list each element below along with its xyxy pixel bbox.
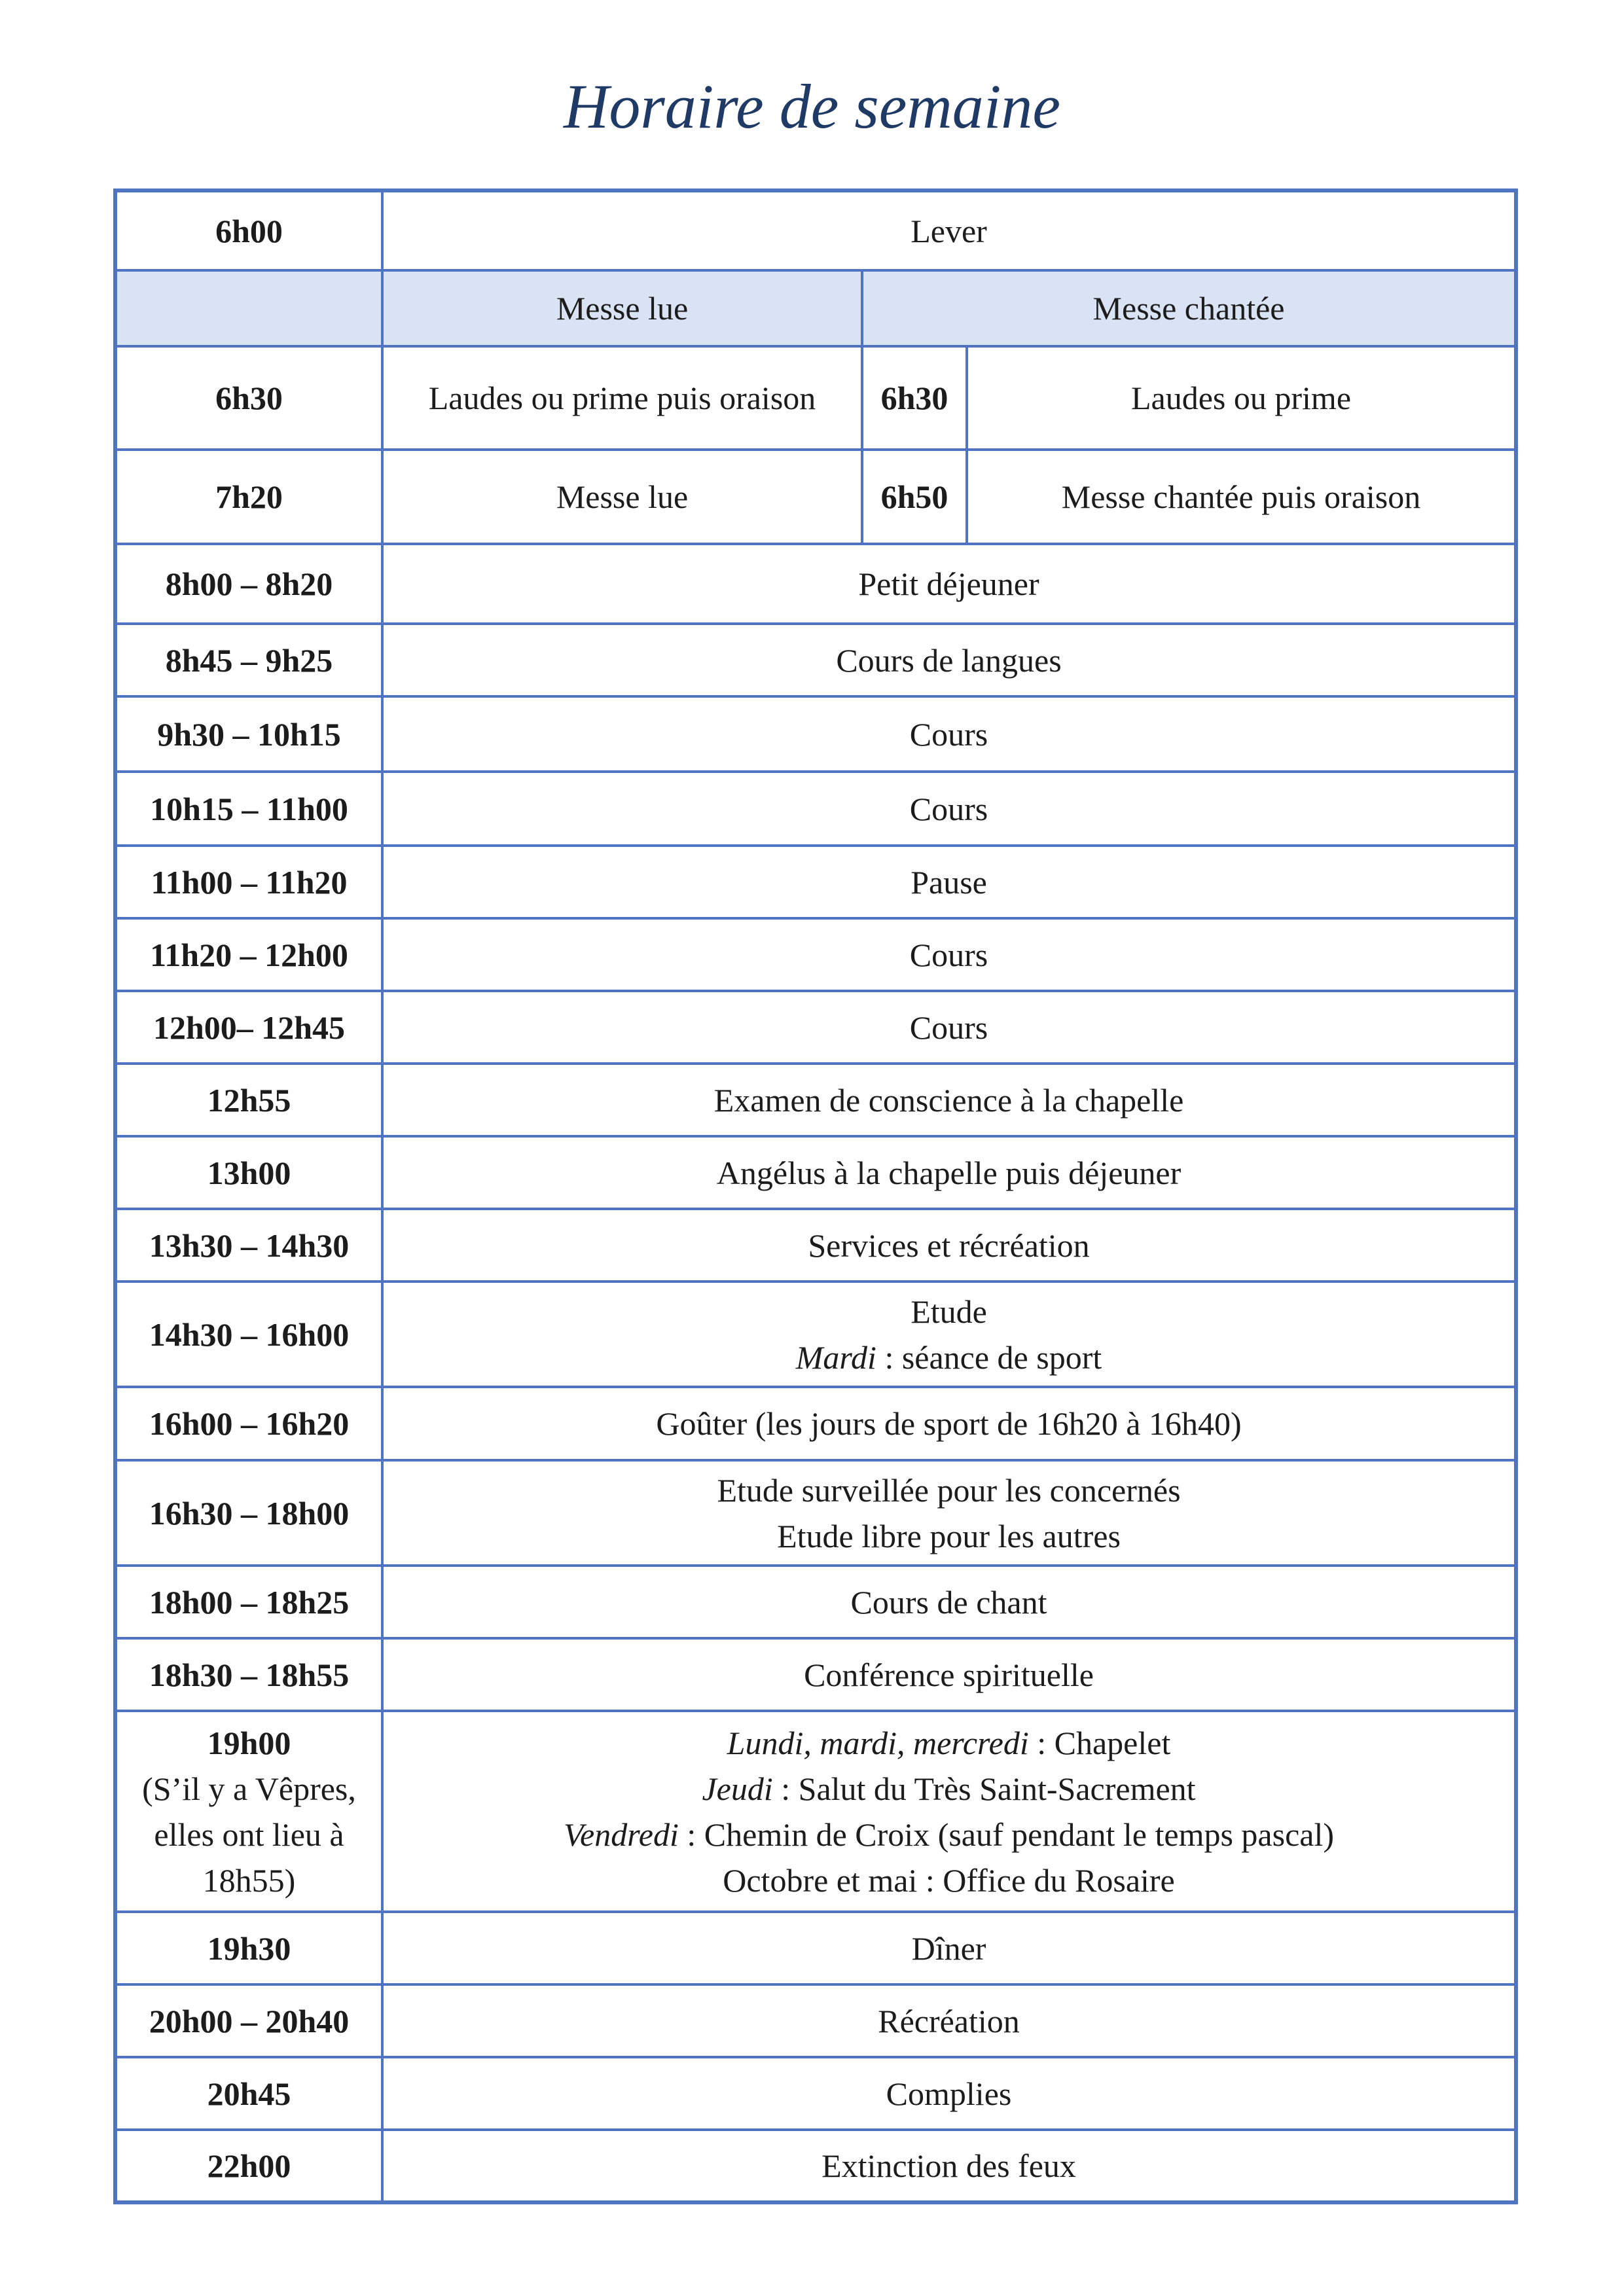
time-cell: 6h00 [115, 190, 382, 270]
activity-cell [382, 1282, 1516, 1387]
table-row [115, 696, 1516, 772]
activity-cell: Goûter (les jours de sport de 16h20 à 16h40) [382, 1387, 1516, 1460]
table-row [115, 1711, 1516, 1912]
evening-line [395, 1720, 1502, 1766]
table-row [115, 1136, 1516, 1209]
evening-text: : Chemin de Croix (sauf pendant le temps pascal) [678, 1816, 1335, 1853]
time-cell: 11h20 – 12h00 [115, 918, 382, 991]
table-row [115, 2130, 1516, 2202]
evening-day: Vendredi [564, 1816, 679, 1853]
time-cell: 16h00 – 16h20 [115, 1387, 382, 1460]
time-cell: 12h55 [115, 1064, 382, 1136]
table-row [115, 544, 1516, 624]
table-row [115, 846, 1516, 918]
evening-time-note: (S’il y a Vêpres, [142, 1770, 356, 1807]
time-cell: 20h45 [115, 2057, 382, 2130]
activity-cell: Dîner [382, 1912, 1516, 1984]
table-row [115, 450, 1516, 544]
activity-cell: Extinction des feux [382, 2130, 1516, 2202]
table-row [115, 1566, 1516, 1638]
evening-text: : Salut du Très Saint-Sacrement [772, 1770, 1196, 1807]
mass-header-row [115, 270, 1516, 346]
activity-cell: Cours [382, 696, 1516, 772]
activity-cell: Pause [382, 846, 1516, 918]
note-day: Mardi [795, 1338, 876, 1376]
evening-day: Lundi, mardi, mercredi [727, 1724, 1029, 1761]
table-row [115, 346, 1516, 450]
time-cell: 11h00 – 11h20 [115, 846, 382, 918]
activity-cell: Lever [382, 190, 1516, 270]
time-cell: 7h20 [115, 450, 382, 544]
messe-chantee-time: 6h30 [862, 346, 967, 450]
time-cell: 8h00 – 8h20 [115, 544, 382, 624]
activity-cell: Récréation [382, 1984, 1516, 2057]
activity-cell: Cours de chant [382, 1566, 1516, 1638]
time-cell: 14h30 – 16h00 [115, 1282, 382, 1387]
evening-line: Octobre et mai : Office du Rosaire [723, 1861, 1175, 1899]
time-cell: 12h00– 12h45 [115, 991, 382, 1064]
messe-chantee-time: 6h50 [862, 450, 967, 544]
activity-cell: Cours [382, 918, 1516, 991]
table-row [115, 1387, 1516, 1460]
messe-lue-activity: Laudes ou prime puis oraison [382, 346, 862, 450]
evening-line [395, 1812, 1502, 1857]
table-row [115, 772, 1516, 846]
messe-lue-header: Messe lue [382, 270, 862, 346]
evening-text: : Chapelet [1028, 1724, 1171, 1761]
activity-cell: Petit déjeuner [382, 544, 1516, 624]
evening-time: 19h00 [207, 1724, 291, 1761]
messe-lue-activity: Messe lue [382, 450, 862, 544]
time-cell: 6h30 [115, 346, 382, 450]
activity-cell: Cours [382, 772, 1516, 846]
time-cell: 9h30 – 10h15 [115, 696, 382, 772]
empty-header-cell [115, 270, 382, 346]
activity-cell: Cours [382, 991, 1516, 1064]
table-row [115, 1984, 1516, 2057]
time-cell: 18h30 – 18h55 [115, 1638, 382, 1711]
table-row [115, 1460, 1516, 1566]
activity-cell: Conférence spirituelle [382, 1638, 1516, 1711]
table-row [115, 190, 1516, 270]
time-cell: 10h15 – 11h00 [115, 772, 382, 846]
table-row [115, 1209, 1516, 1282]
activity-cell: Cours de langues [382, 624, 1516, 696]
messe-chantee-header: Messe chantée [862, 270, 1516, 346]
activity-cell: Examen de conscience à la chapelle [382, 1064, 1516, 1136]
activity-line: Etude libre pour les autres [777, 1517, 1121, 1554]
schedule-table [113, 188, 1518, 2204]
time-cell: 18h00 – 18h25 [115, 1566, 382, 1638]
table-row [115, 918, 1516, 991]
table-row [115, 1282, 1516, 1387]
activity-cell: Angélus à la chapelle puis déjeuner [382, 1136, 1516, 1209]
table-row [115, 1064, 1516, 1136]
table-row [115, 624, 1516, 696]
messe-chantee-activity: Laudes ou prime [967, 346, 1516, 450]
activity-cell: Services et récréation [382, 1209, 1516, 1282]
note-text: : séance de sport [876, 1338, 1102, 1376]
time-cell [115, 1711, 382, 1912]
time-cell: 19h30 [115, 1912, 382, 1984]
time-cell: 8h45 – 9h25 [115, 624, 382, 696]
time-cell: 13h30 – 14h30 [115, 1209, 382, 1282]
time-cell: 16h30 – 18h00 [115, 1460, 382, 1566]
time-cell: 22h00 [115, 2130, 382, 2202]
activity-line: Etude surveillée pour les concernés [717, 1471, 1181, 1509]
table-row [115, 1912, 1516, 1984]
evening-time-note: 18h55) [202, 1861, 296, 1899]
table-row [115, 1638, 1516, 1711]
table-row [115, 2057, 1516, 2130]
activity-cell: Complies [382, 2057, 1516, 2130]
page-title: Horaire de semaine [564, 71, 1060, 141]
activity-cell [382, 1711, 1516, 1912]
messe-chantee-activity: Messe chantée puis oraison [967, 450, 1516, 544]
evening-time-note: elles ont lieu à [154, 1816, 344, 1853]
activity-line: Etude [911, 1293, 987, 1330]
time-cell: 20h00 – 20h40 [115, 1984, 382, 2057]
time-cell: 13h00 [115, 1136, 382, 1209]
activity-cell [382, 1460, 1516, 1566]
evening-line [395, 1766, 1502, 1812]
table-row [115, 991, 1516, 1064]
evening-day: Jeudi [702, 1770, 773, 1807]
activity-note [395, 1335, 1502, 1380]
